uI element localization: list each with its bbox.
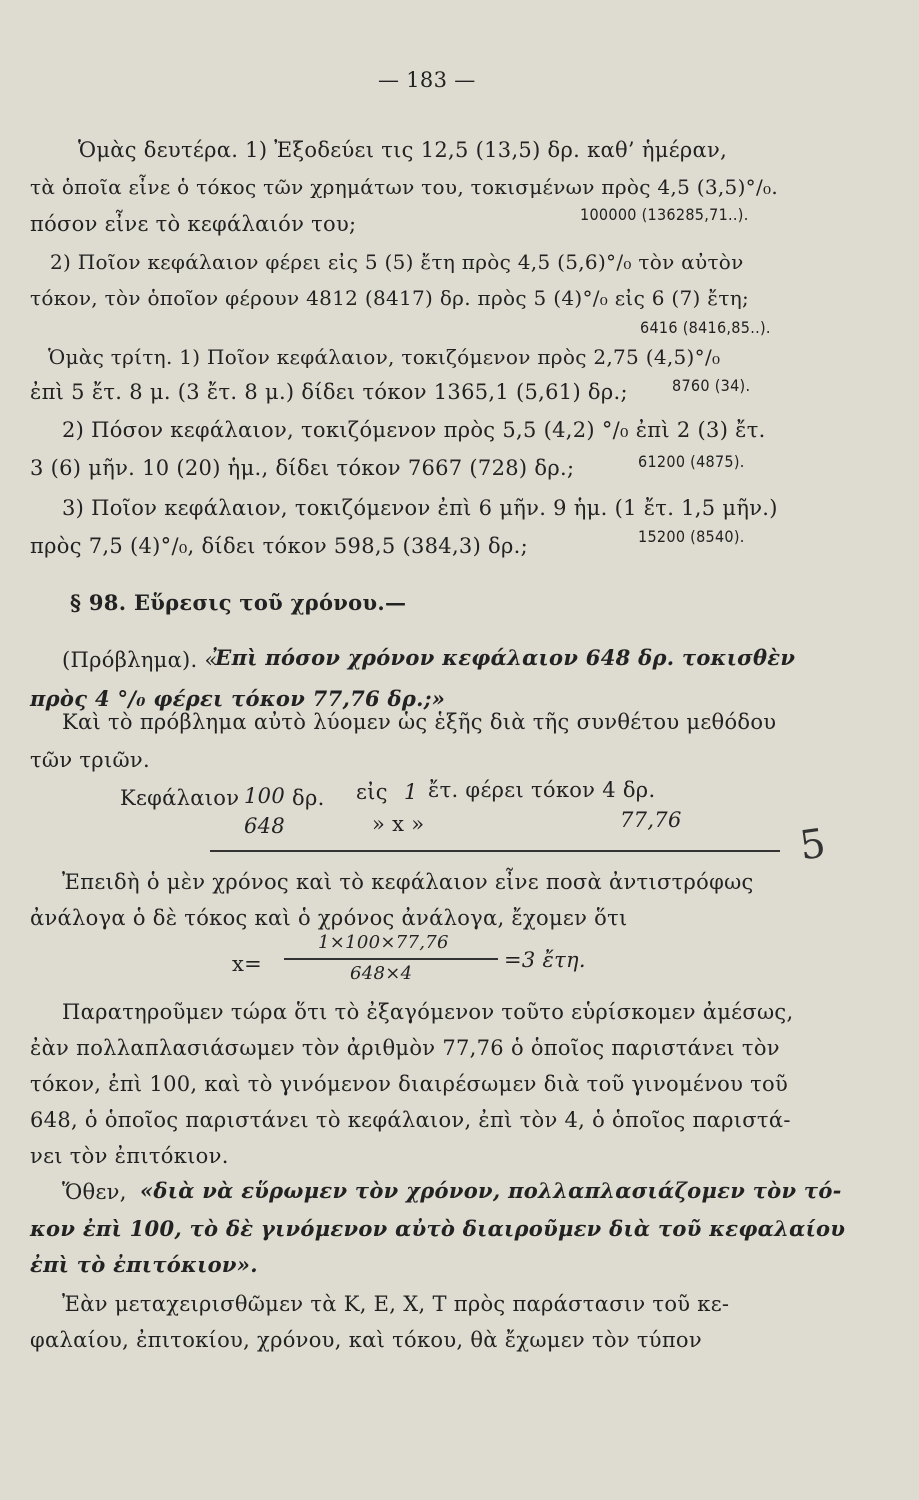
handwritten-note: 5 [796, 820, 829, 870]
section-heading: § 98. Εὕρεσις τοῦ χρόνου.— [70, 590, 407, 615]
problem-statement: Ἐπὶ πόσον χρόνον κεφάλαιον 648 δρ. τοκισθὲν [212, 645, 796, 670]
text-line: ἀνάλογα ὁ δὲ τόκος καὶ ὁ χρόνος ἀνάλογα, ἔχομεν ὅτι [30, 906, 628, 930]
text-line: Καὶ τὸ πρόβλημα αὐτὸ λύομεν ὡς ἑξῆς διὰ τῆς συνθέτου μεθόδου [62, 710, 777, 734]
divider-rule [210, 850, 780, 852]
text-line: Ἐπειδὴ ὁ μὲν χρόνος καὶ τὸ κεφάλαιον εἶνε ποσὰ ἀντιστρόφως [62, 870, 754, 894]
answer: 6416 (8416,85..). [640, 318, 771, 337]
text-line: (Πρόβλημα). « [62, 648, 218, 672]
proportion-value: 77,76 [620, 808, 682, 832]
text-line: Ὁμὰς τρίτη. 1) Ποῖον κεφάλαιον, τοκιζόμενον πρὸς 2,75 (4,5)°/₀ [48, 345, 721, 369]
text-line: Παρατηροῦμεν τώρα ὅτι τὸ ἐξαγόμενον τοῦτο εὑρίσκομεν ἀμέσως, [62, 1000, 794, 1024]
text-line: πόσον εἶνε τὸ κεφάλαιόν του; [30, 212, 357, 236]
problem-statement: πρὸς 4 °/₀ φέρει τόκον 77,76 δρ.;» [30, 686, 446, 711]
text-line: τόκον, ἐπὶ 100, καὶ τὸ γινόμενον διαιρέσωμεν διὰ τοῦ γινομένου τοῦ [30, 1072, 789, 1096]
text-line: ἐὰν πολλαπλασιάσωμεν τὸν ἀριθμὸν 77,76 ὁ ὁποῖος παριστάνει τὸν [30, 1036, 780, 1060]
answer: 8760 (34). [672, 376, 751, 395]
text-line: 2) Ποῖον κεφάλαιον φέρει εἰς 5 (5) ἔτη πρὸς 4,5 (5,6)°/₀ τὸν αὐτὸν [50, 250, 744, 274]
text-line: πρὸς 7,5 (4)°/₀, δίδει τόκον 598,5 (384,3) δρ.; [30, 534, 528, 558]
formula-numerator: 1×100×77,76 [318, 932, 449, 953]
text-line: Ὅθεν, [62, 1180, 127, 1204]
text-line: φαλαίου, ἐπιτοκίου, χρόνου, καὶ τόκου, θὰ ἔχωμεν τὸν τύπον [30, 1328, 702, 1352]
text-line: ἐπὶ 5 ἔτ. 8 μ. (3 ἔτ. 8 μ.) δίδει τόκον 1365,1 (5,61) δρ.; [30, 380, 628, 404]
answer: 100000 (136285,71..). [580, 205, 749, 224]
text-line: 3) Ποῖον κεφάλαιον, τοκιζόμενον ἐπὶ 6 μῆν. 9 ἡμ. (1 ἔτ. 1,5 μῆν.) [62, 496, 778, 520]
answer: 15200 (8540). [638, 527, 745, 546]
rule-statement: κον ἐπὶ 100, τὸ δὲ γινόμενον αὐτὸ διαιροῦμεν διὰ τοῦ κεφαλαίου [30, 1216, 846, 1241]
page-number: — 183 — [378, 68, 476, 92]
rule-statement: ἐπὶ τὸ ἐπιτόκιον». [30, 1252, 258, 1277]
proportion-unit: δρ. [292, 786, 325, 810]
proportion-value: 648 [244, 814, 285, 838]
proportion-label: Κεφάλαιον [120, 786, 240, 810]
answer: 61200 (4875). [638, 452, 745, 471]
proportion-unknown: » x » [372, 812, 425, 836]
formula-x: x= [232, 952, 263, 976]
text-line: Ἐὰν μεταχειρισθῶμεν τὰ Κ, Ε, Χ, Τ πρὸς παράστασιν τοῦ κε- [62, 1292, 730, 1316]
text-line: τόκον, τὸν ὁποῖον φέρουν 4812 (8417) δρ. πρὸς 5 (4)°/₀ εἰς 6 (7) ἔτη; [30, 286, 750, 310]
text-line: τὰ ὁποῖα εἶνε ὁ τόκος τῶν χρημάτων του, τοκισμένων πρὸς 4,5 (3,5)°/₀. [30, 175, 778, 199]
proportion-word: εἰς [356, 780, 388, 804]
proportion-value: 1 [404, 780, 418, 804]
text-line: νει τὸν ἐπιτόκιον. [30, 1144, 229, 1168]
proportion-text: ἔτ. φέρει τόκον 4 δρ. [428, 778, 656, 802]
formula-result: =3 ἔτη. [504, 948, 586, 972]
text-line: Ὁμὰς δευτέρα. 1) Ἐξοδεύει τις 12,5 (13,5) δρ. καθ’ ἡμέραν, [78, 138, 728, 162]
text-line: τῶν τριῶν. [30, 748, 150, 772]
formula-denominator: 648×4 [350, 963, 413, 984]
proportion-value: 100 [244, 784, 285, 808]
rule-statement: «διὰ νὰ εὕρωμεν τὸν χρόνον, πολλαπλασιάζομεν τὸν τό- [140, 1178, 842, 1203]
text-line: 2) Πόσον κεφάλαιον, τοκιζόμενον πρὸς 5,5 (4,2) °/₀ ἐπὶ 2 (3) ἔτ. [62, 418, 766, 442]
fraction-bar [284, 958, 498, 960]
text-line: 3 (6) μῆν. 10 (20) ἡμ., δίδει τόκον 7667 (728) δρ.; [30, 456, 575, 480]
text-line: 648, ὁ ὁποῖος παριστάνει τὸ κεφάλαιον, ἐπὶ τὸν 4, ὁ ὁποῖος παριστά- [30, 1108, 791, 1132]
